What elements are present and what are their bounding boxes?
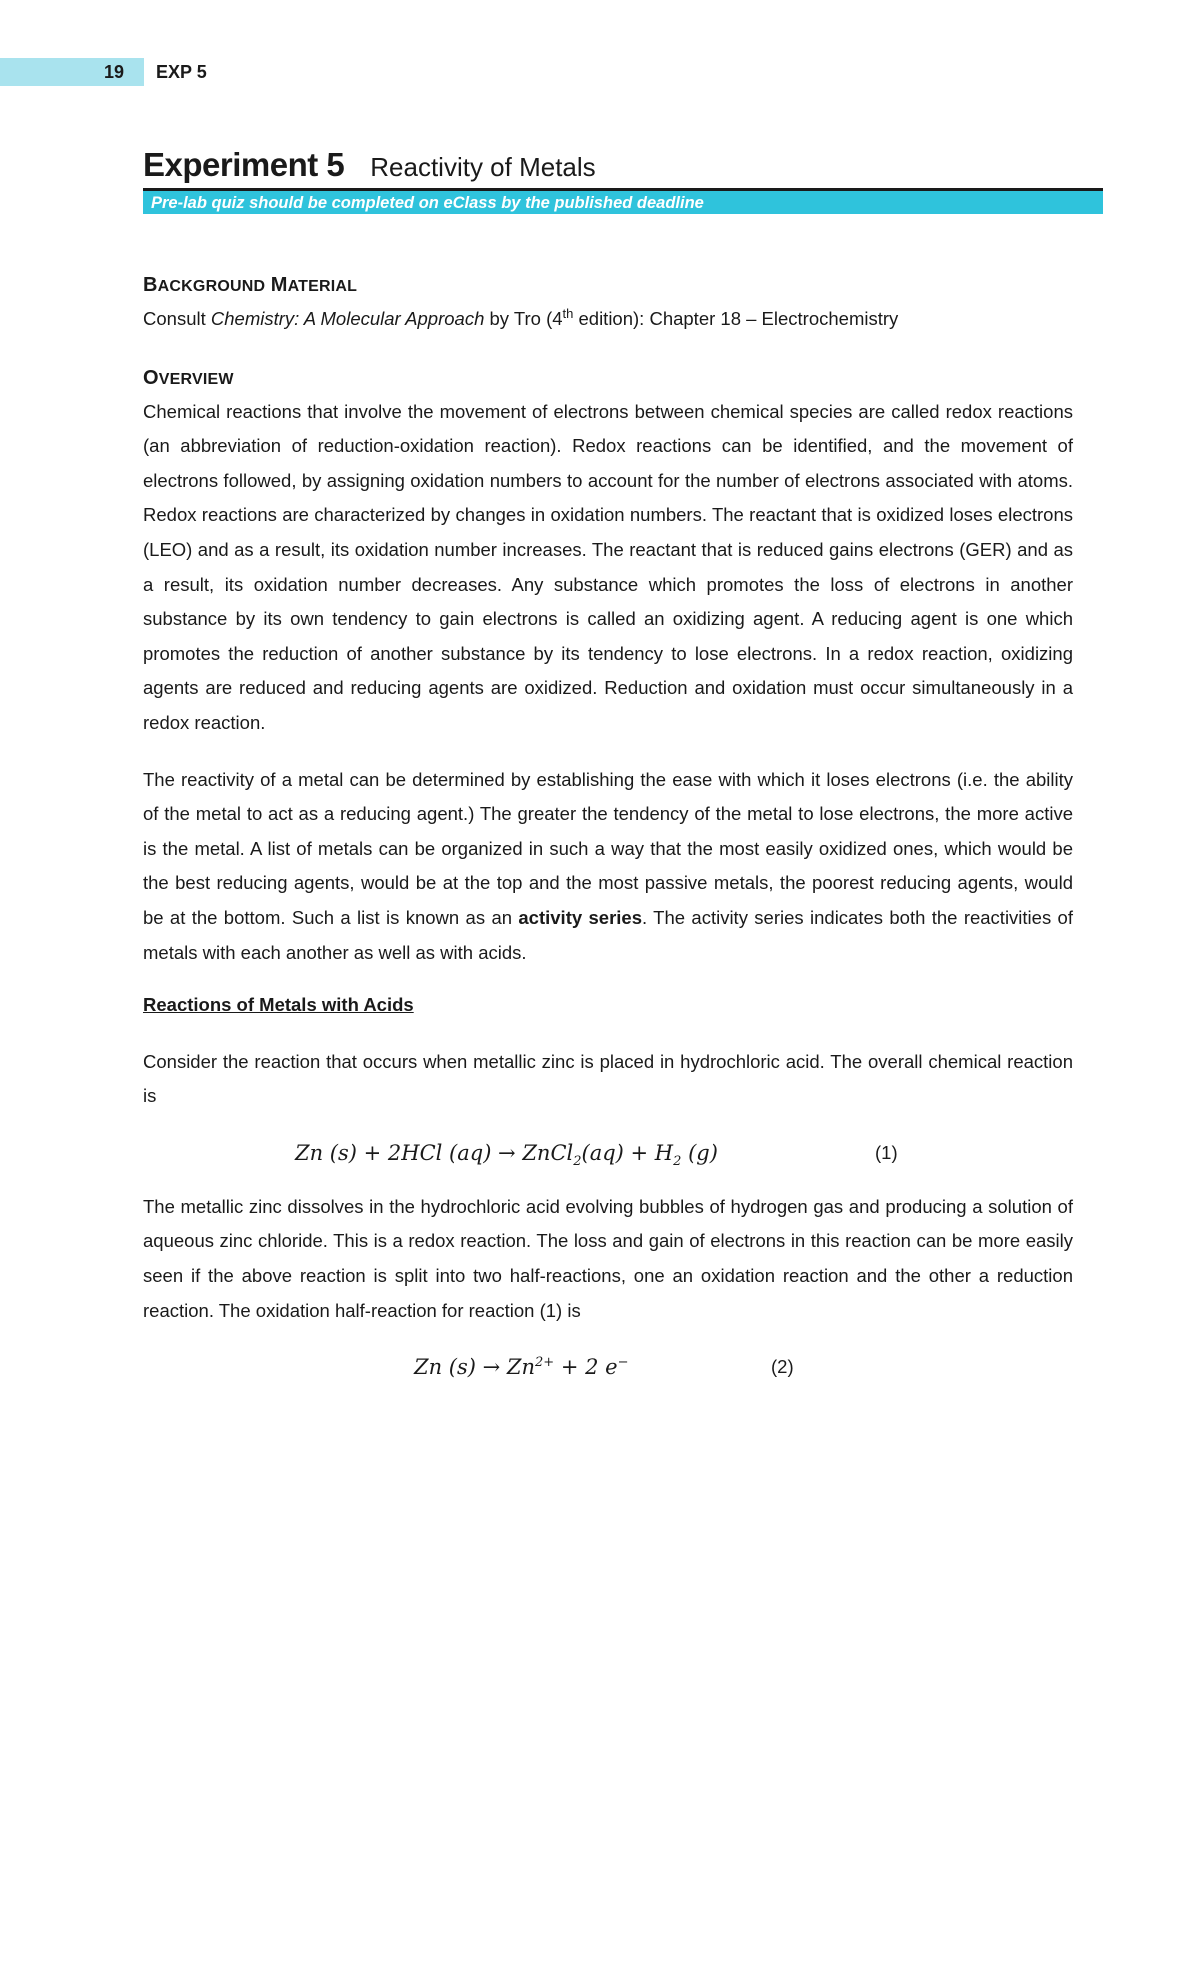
overview-heading: OVERVIEW xyxy=(143,366,234,389)
background-heading: BACKGROUND MATERIAL xyxy=(143,274,358,296)
equation-1-number: (1) xyxy=(875,1141,898,1163)
document-body xyxy=(143,270,1073,1404)
equation-2-expression: Zn $(s) \to Zn^{2+} + 2$ e− xyxy=(414,1355,629,1380)
equation-1-expression: Zn (s) + 2HCl (aq) → ZnCl$_2$(aq) + $H_2$ (g) xyxy=(295,1140,718,1170)
running-header: EXP 5 xyxy=(156,62,207,82)
activity-series-term: activity series xyxy=(518,906,642,928)
overview-paragraph-2: The reactivity of a metal can be determined by establishing the ease with which it loses electrons (i.e. the ability of the metal to act as a reducing agent.) The greater the tendency of the metal to lose electrons, the more active is the metal. A list of metals can be organized in such a way that the most easily oxidized ones, which would be the best reducing agents, would be at the top and the most passive metals, the poorest reducing agents, would be at the bottom. Such a list is known as an activity series. The activity series indicates both the reactivities of metals with each another as well as with acids. xyxy=(143,768,1073,963)
page-title xyxy=(143,146,1103,186)
book-title: Chemistry: A Molecular Approach xyxy=(210,308,485,329)
page-number: 19 xyxy=(104,62,125,82)
equation-2-number: (2) xyxy=(771,1356,794,1378)
quiz-notice-text: Pre-lab quiz should be completed on eClass by the published deadline xyxy=(151,194,704,212)
experiment-title: Experiment 5 xyxy=(143,146,345,183)
experiment-subtitle: Reactivity of Metals xyxy=(370,152,596,182)
acids-heading: Reactions of Metals with Acids xyxy=(143,994,414,1016)
acids-paragraph-1: Consider the reaction that occurs when metallic zinc is placed in hydrochloric acid. The overall chemical reaction is xyxy=(143,1050,1073,1107)
acids-paragraph-2: The metallic zinc dissolves in the hydrochloric acid evolving bubbles of hydrogen gas and producing a solution of aqueous zinc chloride. This is a redox reaction. The loss and gain of electrons in this reaction can be more easily seen if the above reaction is split into two half-reactions, one an oxidation reaction and the other a reduction reaction. The oxidation half-reaction for reaction (1) is xyxy=(143,1195,1073,1321)
background-text: Consult Chemistry: A Molecular Approach by Tro (4th edition): Chapter 18 – Electrochemistry xyxy=(143,305,899,329)
quiz-notice-bar xyxy=(143,188,1103,214)
equation-1 xyxy=(143,1124,1073,1176)
equation-2 xyxy=(143,1338,1073,1390)
overview-paragraph-1: Chemical reactions that involve the movement of electrons between chemical species are called redox reactions (an abbreviation of reduction-oxidation reaction). Redox reactions can be identified, and the movement of electrons followed, by assigning oxidation numbers to account for the number of electrons associated with atoms. Redox reactions are characterized by changes in oxidation numbers. The reactant that is oxidized loses electrons (LEO) and as a result, its oxidation number increases. The reactant that is reduced gains electrons (GER) and as a result, its oxidation number decreases. Any substance which promotes the loss of electrons in another substance by its own tendency to gain electrons is called an oxidizing agent. A reducing agent is one which promotes the reduction of another substance by its tendency to lose electrons. In a redox reaction, oxidizing agents are reduced and reducing agents are oxidized. Reduction and oxidation must occur simultaneously in a redox reaction. xyxy=(143,400,1073,733)
